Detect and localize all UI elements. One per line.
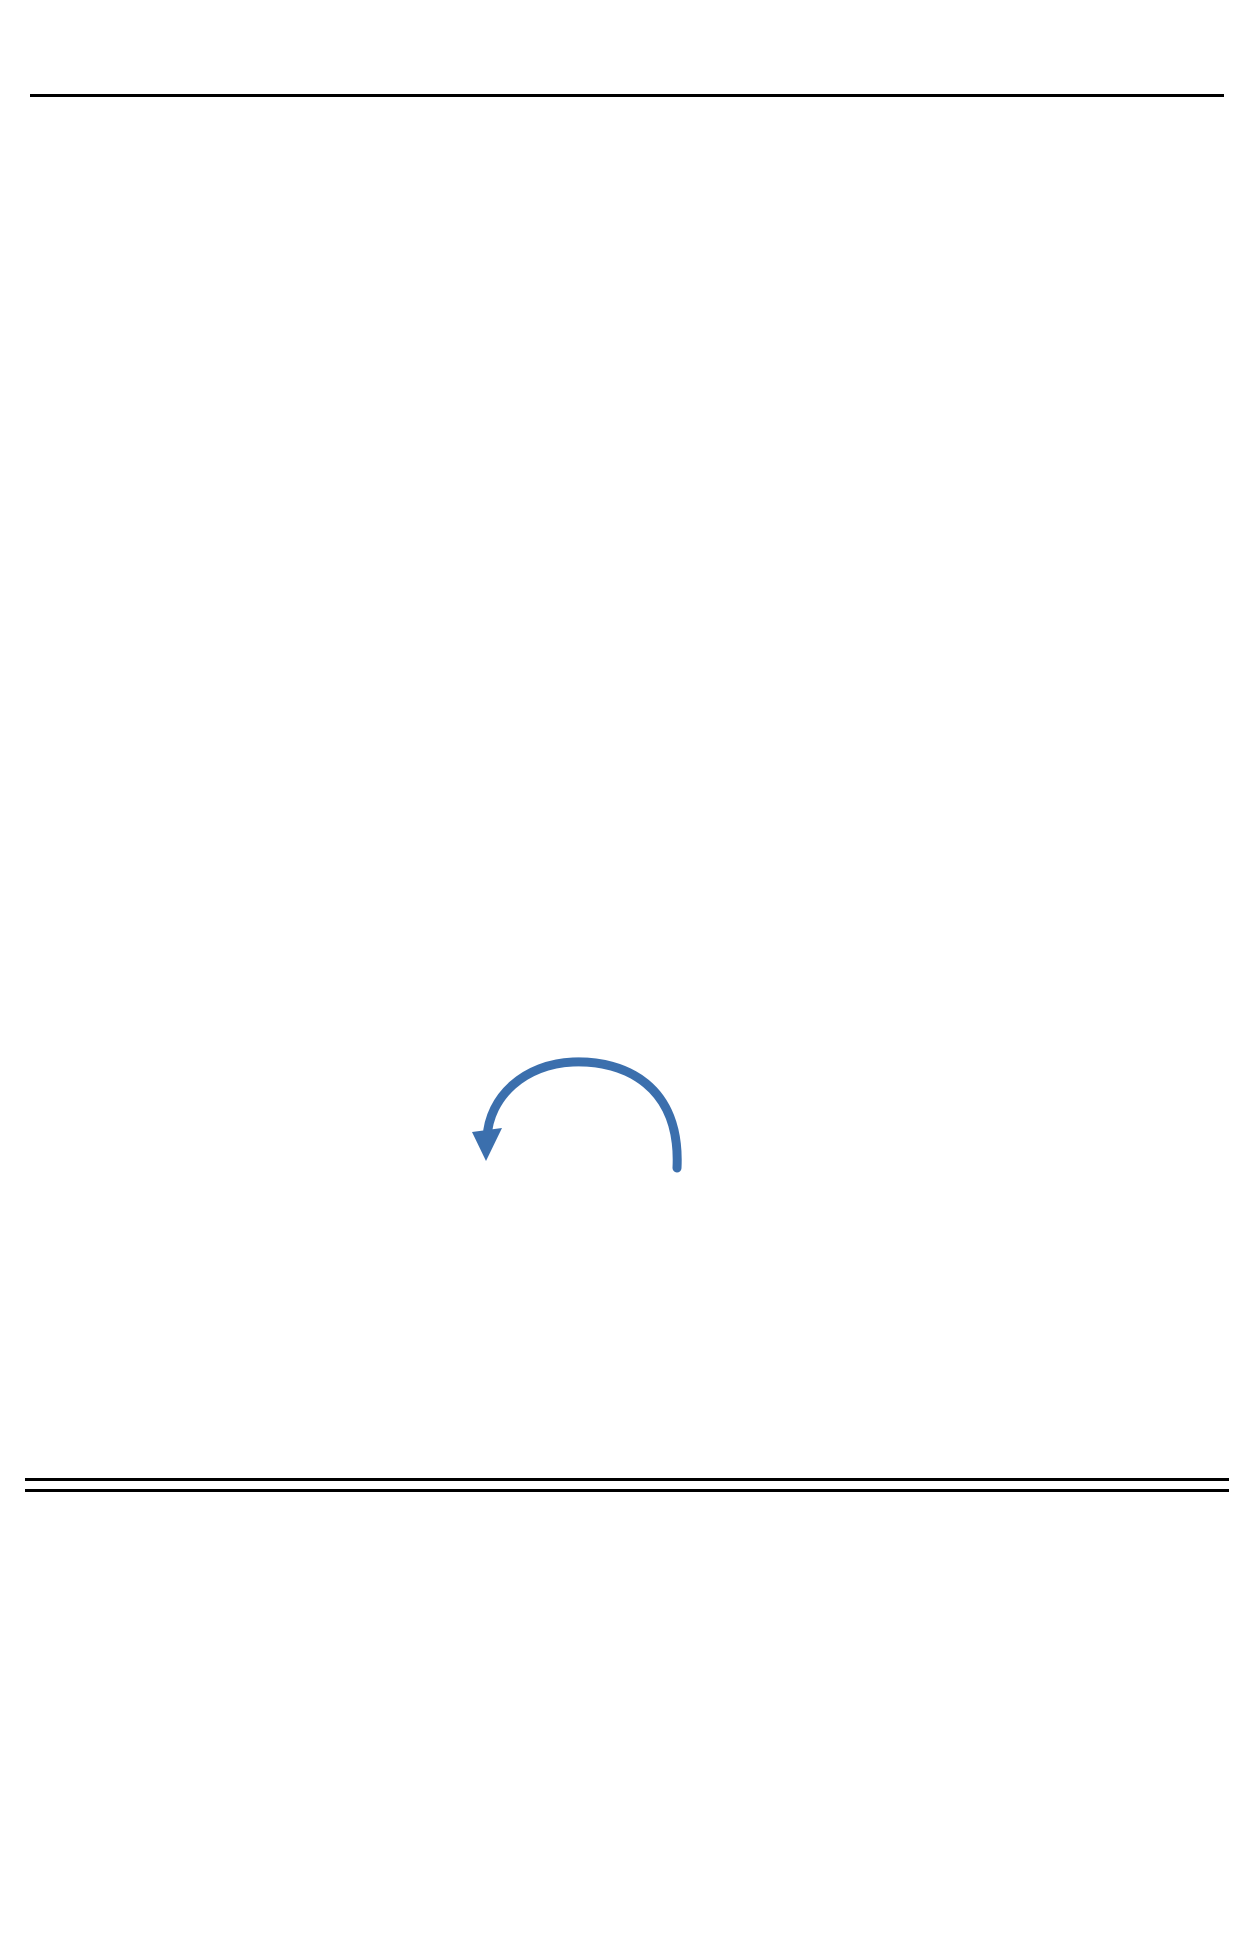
col-header-raw-material <box>627 1480 1229 1491</box>
table-header-row <box>25 1480 1229 1491</box>
loop-arrow-icon <box>455 1056 695 1174</box>
py-gcms-chromatogram-figure <box>72 582 637 950</box>
coating-composition-table <box>25 1478 1229 1492</box>
header-rule <box>30 94 1224 97</box>
col-header-composition <box>25 1480 627 1491</box>
